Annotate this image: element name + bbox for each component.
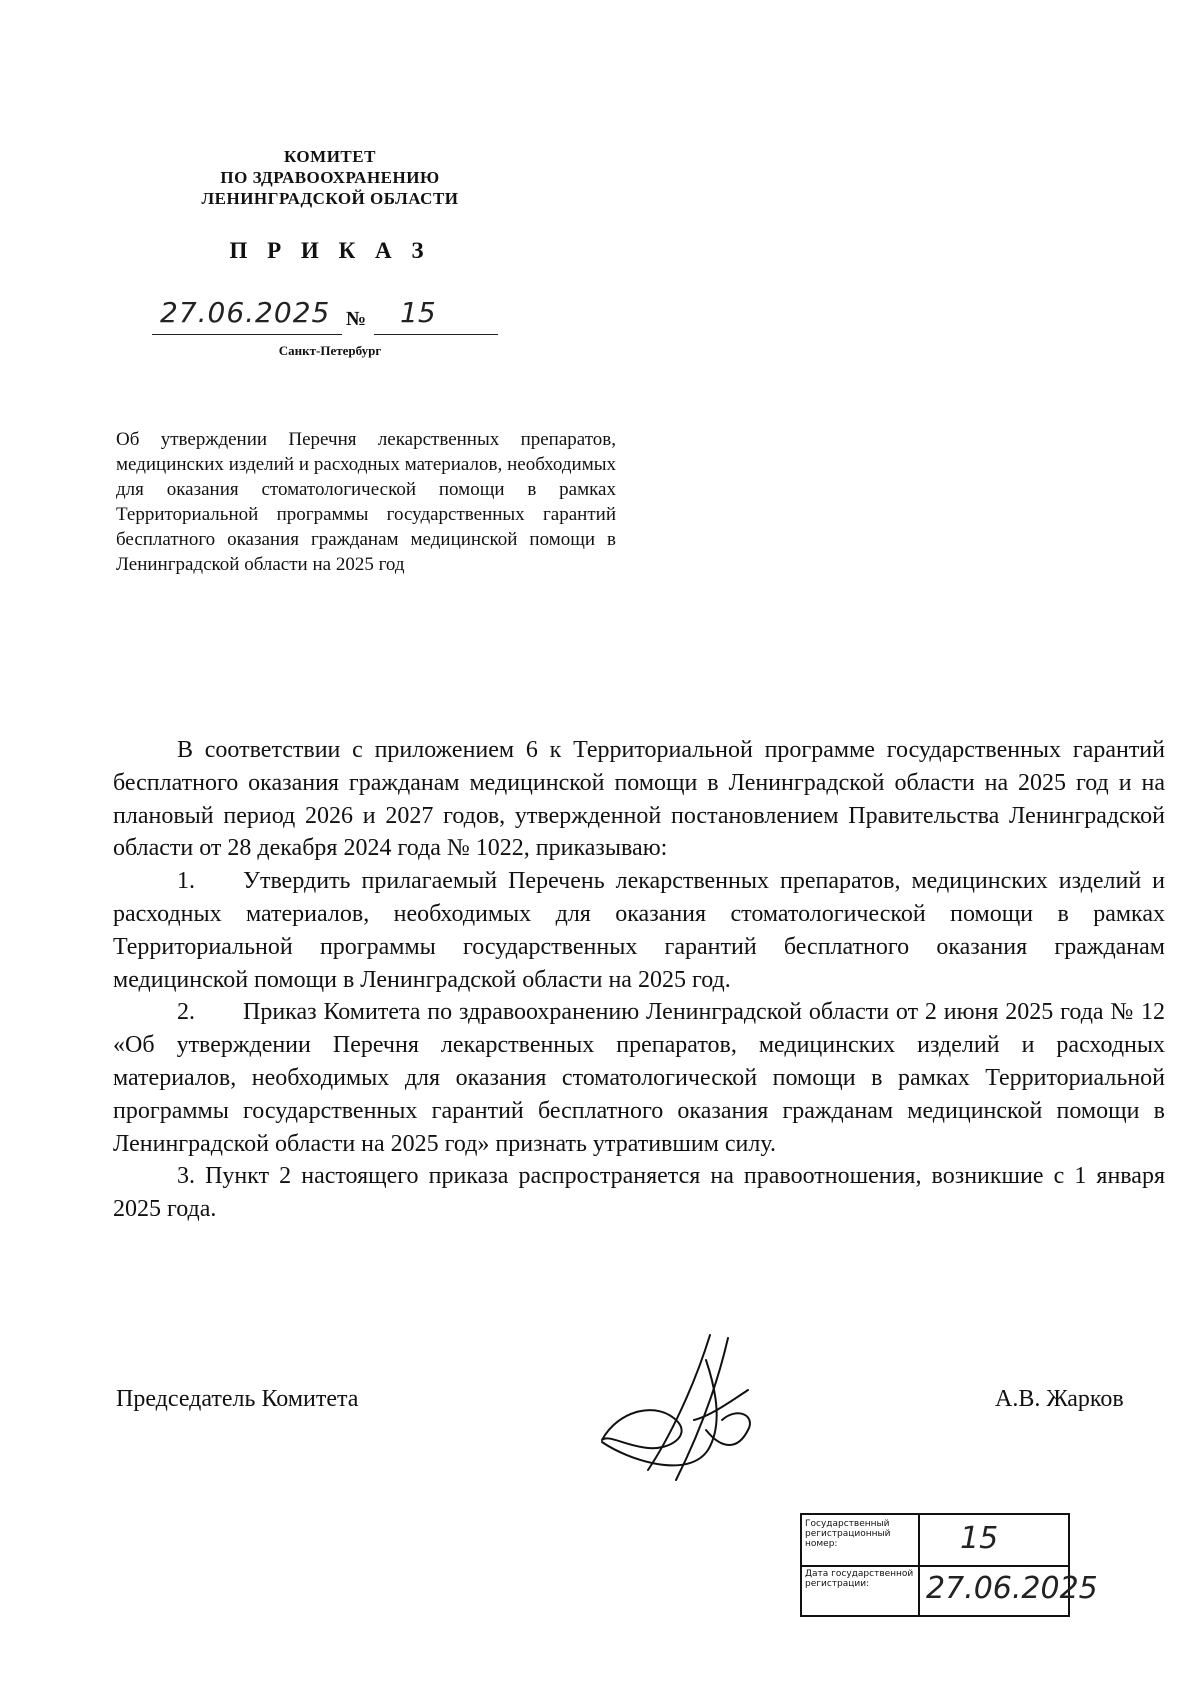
body-paragraph-3: 3. Пункт 2 настоящего приказа распространяется на правоотношения, возникшие с 1 января 2025 года.	[113, 1163, 1165, 1223]
committee-header	[160, 146, 500, 209]
registration-number-row	[802, 1515, 1068, 1567]
registration-number-value: 15	[960, 1521, 999, 1556]
document-title: П Р И К А З	[229, 238, 431, 263]
order-city: Санкт-Петербург	[278, 343, 382, 358]
body-paragraph-1: 1. Утвердить прилагаемый Перечень лекарственных препаратов, медицинских изделий и расходных материалов, необходимых для оказания стоматологической помощи в рамках Территориальной программы государственных гарантий бесплатного оказания гражданам медицинской помощи в Ленинградской области на 2025 год.	[113, 868, 1165, 993]
header-line-2: ПО ЗДРАВООХРАНЕНИЮ	[220, 168, 440, 187]
signatory-name: А.В. Жарков	[995, 1386, 1124, 1412]
date-underline	[152, 334, 342, 335]
stamp-divider	[918, 1565, 920, 1615]
registration-date-row	[802, 1565, 1098, 1615]
registration-number-label: Государственный регистрационный номер:	[805, 1519, 891, 1549]
registration-stamp	[800, 1513, 1098, 1617]
header-line-3: ЛЕНИНГРАДСКОЙ ОБЛАСТИ	[201, 189, 459, 208]
number-underline	[374, 334, 498, 335]
order-date-handwritten: 27.06.2025	[160, 296, 331, 329]
number-sign: №	[346, 308, 367, 330]
order-number-handwritten: 15	[400, 296, 436, 329]
order-subject: Об утверждении Перечня лекарственных препаратов, медицинских изделий и расходных материалов, необходимых для оказания стоматологической помощи в рамках Территориальной программы государственных гарантий бесплатного оказания гражданам медицинской помощи в Ленинградской области на 2025 год	[116, 429, 616, 575]
order-body	[113, 734, 1165, 1226]
handwritten-signature	[598, 1330, 778, 1490]
body-paragraph-preamble: В соответствии с приложением 6 к Территориальной программе государственных гарантий бесплатного оказания гражданам медицинской помощи в Ленинградской области на 2025 год и на плановый период 2026 и 2027 годов, утвержденной постановлением Правительства Ленинградской области от 28 декабря 2024 года № 1022, приказываю:	[113, 737, 1165, 862]
registration-date-value: 27.06.2025	[926, 1571, 1098, 1606]
signatory-position: Председатель Комитета	[116, 1386, 359, 1412]
registration-date-label: Дата государственной регистрации:	[805, 1569, 914, 1589]
stamp-divider	[918, 1515, 920, 1565]
header-line-1: КОМИТЕТ	[284, 147, 376, 166]
body-paragraph-2: 2. Приказ Комитета по здравоохранению Ленинградской области от 2 июня 2025 года № 12 «Об утверждении Перечня лекарственных препаратов, медицинских изделий и расходных материалов, необходимых для оказания стоматологической помощи в рамках Территориальной программы государственных гарантий бесплатного оказания гражданам медицинской помощи в Ленинградской области на 2025 год» признать утратившим силу.	[113, 999, 1165, 1157]
